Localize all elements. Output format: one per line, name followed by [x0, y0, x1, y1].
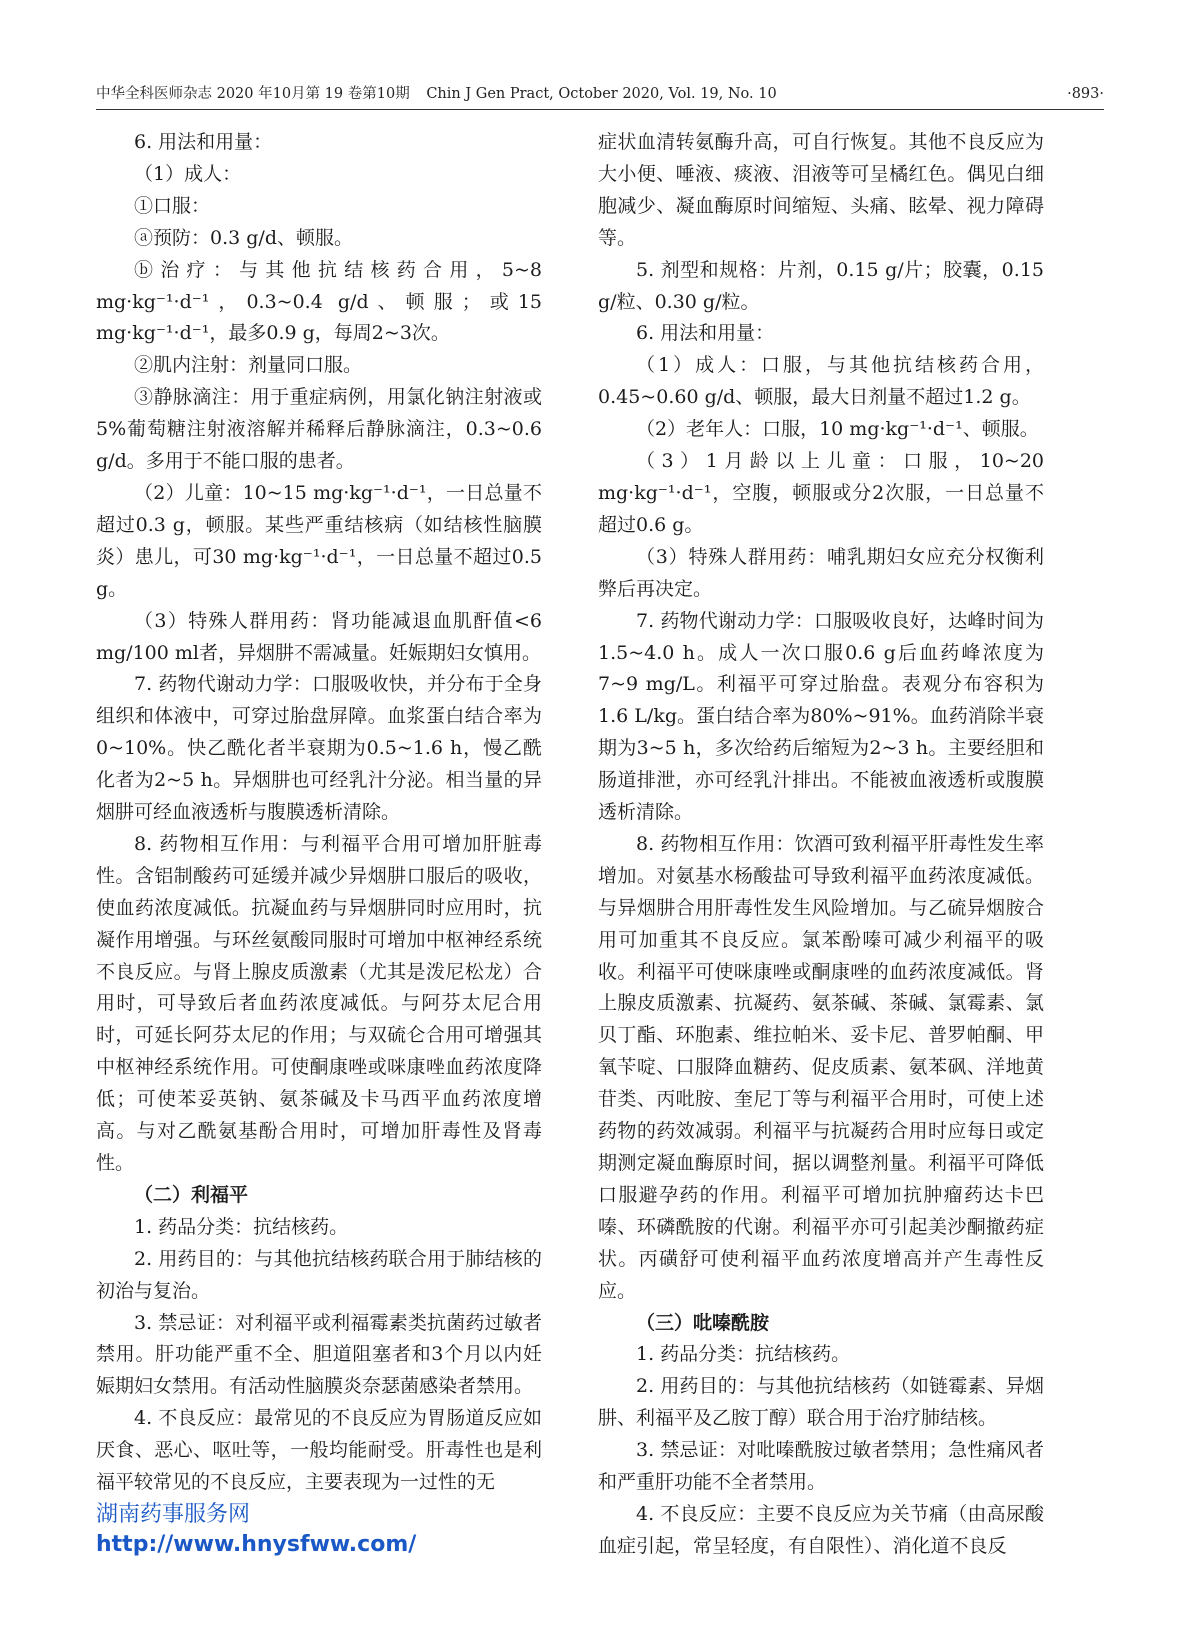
- body-paragraph: 8. 药物相互作用：饮酒可致利福平肝毒性发生率增加。对氨基水杨酸盐可导致利福平血药浓度减低。与异烟肼合用肝毒性发生风险增加。与乙硫异烟胺合用可加重其不良反应。氯苯酚嗪可减少利福平的吸收。利福平可使咪康唑或酮康唑的血药浓度减低。肾上腺皮质激素、抗凝药、氨茶碱、茶碱、氯霉素、氯贝丁酯、环胞素、维拉帕米、妥卡尼、普罗帕酮、甲氧苄啶、口服降血糖药、促皮质素、氨苯砜、洋地黄苷类、丙吡胺、奎尼丁等与利福平合用时，可使上述药物的药效减弱。利福平与抗凝药合用时应每日或定期测定凝血酶原时间，据以调整剂量。利福平可降低口服避孕药的作用。利福平可增加抗肿瘤药达卡巴嗪、环磷酰胺的代谢。利福平亦可引起美沙酮撤药症状。丙磺舒可使利福平血药浓度增高并产生毒性反应。: [598, 832, 1044, 1302]
- left-column: [96, 127, 542, 1499]
- body-paragraph: 6. 用法和用量：: [134, 131, 273, 153]
- body-paragraph: ①口服：: [134, 194, 211, 217]
- watermark: [96, 1500, 416, 1560]
- body-paragraph: 7. 药物代谢动力学：口服吸收良好，达峰时间为1.5~4.0 h。成人一次口服0.6 g后血药峰浓度为7~9 mg/L。利福平可穿过胎盘。表观分布容积为1.6 L/kg。蛋白结合率为80%~91%。血药消除半衰期为3~5 h，多次给药后缩短为2~3 h。主要经胆和肠道排泄，亦可经乳汁排出。不能被血液透析或腹膜透析清除。: [598, 609, 1044, 824]
- right-column: [598, 127, 1044, 1563]
- body-paragraph: 8. 药物相互作用：与利福平合用可增加肝脏毒性。含铝制酸药可延缓并减少异烟肼口服后的吸收，使血药浓度减低。抗凝血药与异烟肼同时应用时，抗凝作用增强。与环丝氨酸同服时可增加中枢神经系统不良反应。与肾上腺皮质激素（尤其是泼尼松龙）合用时，可导致后者血药浓度减低。与阿芬太尼合用时，可延长阿芬太尼的作用；与双硫仑合用可增强其中枢神经系统作用。可使酮康唑或咪康唑血药浓度降低；可使苯妥英钠、氨茶碱及卡马西平血药浓度增高。与对乙酰氨基酚合用时，可增加肝毒性及肾毒性。: [96, 832, 542, 1174]
- body-paragraph: （2）儿童：10~15 mg·kg⁻¹·d⁻¹，一日总量不超过0.3 g，顿服。某些严重结核病（如结核性脑膜炎）患儿，可30 mg·kg⁻¹·d⁻¹，一日总量不超过0.5 g。: [96, 481, 542, 600]
- body-paragraph: 5. 剂型和规格：片剂，0.15 g/片；胶囊，0.15 g/粒、0.30 g/粒。: [598, 258, 1044, 313]
- body-paragraph: 3. 禁忌证：对利福平或利福霉素类抗菌药过敏者禁用。肝功能严重不全、胆道阻塞者和3个月以内妊娠期妇女禁用。有活动性脑膜炎奈瑟菌感染者禁用。: [96, 1311, 542, 1398]
- page-number: ·893·: [1067, 86, 1104, 102]
- body-paragraph: 4. 不良反应：主要不良反应为关节痛（由高尿酸血症引起，常呈轻度，有自限性）、消化道不良反: [598, 1502, 1044, 1557]
- body-paragraph: 6. 用法和用量：: [636, 322, 775, 345]
- watermark-name: 湖南药事服务网: [96, 1502, 251, 1527]
- body-paragraph: （1）成人：: [134, 162, 242, 185]
- body-paragraph: 1. 药品分类：抗结核药。: [134, 1215, 349, 1238]
- body-paragraph: 4. 不良反应：最常见的不良反应为胃肠道反应如厌食、恶心、呕吐等，一般均能耐受。肝毒性也是利福平较常见的不良反应，主要表现为一过性的无: [96, 1407, 542, 1494]
- running-header: [96, 82, 1104, 110]
- body-paragraph: （1）成人：口服，与其他抗结核药合用，0.45~0.60 g/d、顿服，最大日剂量不超过1.2 g。: [598, 354, 1044, 409]
- body-paragraph: ⓐ预防：0.3 g/d、顿服。: [134, 226, 353, 249]
- journal-citation: [96, 82, 789, 103]
- body-paragraph: 1. 药品分类：抗结核药。: [636, 1343, 851, 1366]
- body-paragraph: 2. 用药目的：与其他抗结核药联合用于肺结核的初治与复治。: [96, 1247, 542, 1302]
- body-paragraph: （2）老年人：口服，10 mg·kg⁻¹·d⁻¹、顿服。: [636, 418, 1039, 441]
- body-paragraph: （3）1月龄以上儿童：口服，10~20 mg·kg⁻¹·d⁻¹，空腹，顿服或分2次服，一日总量不超过0.6 g。: [598, 450, 1044, 536]
- body-paragraph: ②肌内注射：剂量同口服。: [134, 354, 363, 377]
- body-paragraph: （3）特殊人群用药：肾功能减退血肌酐值<6 mg/100 ml者，异烟肼不需减量。妊娠期妇女慎用。: [96, 609, 542, 664]
- body-paragraph: ③静脉滴注：用于重症病例，用氯化钠注射液或5%葡萄糖注射液溶解并稀释后静脉滴注，0.3~0.6 g/d。多用于不能口服的患者。: [96, 386, 542, 473]
- body-paragraph: （3）特殊人群用药：哺乳期妇女应充分权衡利弊后再决定。: [598, 545, 1044, 600]
- section-heading: （二）利福平: [134, 1183, 249, 1206]
- journal-name-en: Chin J Gen Pract, October 2020, Vol. 19, No. 10: [426, 86, 777, 102]
- watermark-url: http://www.hnysfww.com/: [96, 1532, 417, 1557]
- journal-name-cn: 中华全科医师杂志 2020 年10月第 19 卷第10期: [96, 86, 410, 102]
- body-paragraph: 3. 禁忌证：对吡嗪酰胺过敏者禁用；急性痛风者和严重肝功能不全者禁用。: [598, 1439, 1044, 1494]
- body-paragraph: 2. 用药目的：与其他抗结核药（如链霉素、异烟肼、利福平及乙胺丁醇）联合用于治疗肺结核。: [598, 1375, 1044, 1430]
- body-paragraph: 7. 药物代谢动力学：口服吸收快，并分布于全身组织和体液中，可穿过胎盘屏障。血浆蛋白结合率为0~10%。快乙酰化者半衰期为0.5~1.6 h，慢乙酰化者为2~5 h。异烟肼也可经乳汁分泌。相当量的异烟肼可经血液透析与腹膜透析清除。: [96, 673, 542, 824]
- body-paragraph: ⓑ治疗：与其他抗结核药合用，5~8 mg·kg⁻¹·d⁻¹，0.3~0.4 g/d、顿服；或15 mg·kg⁻¹·d⁻¹，最多0.9 g，每周2~3次。: [96, 258, 542, 345]
- body-paragraph: 症状血清转氨酶升高，可自行恢复。其他不良反应为大小便、唾液、痰液、泪液等可呈橘红色。偶见白细胞减少、凝血酶原时间缩短、头痛、眩晕、视力障碍等。: [598, 131, 1044, 249]
- section-heading: （三）吡嗪酰胺: [636, 1311, 770, 1334]
